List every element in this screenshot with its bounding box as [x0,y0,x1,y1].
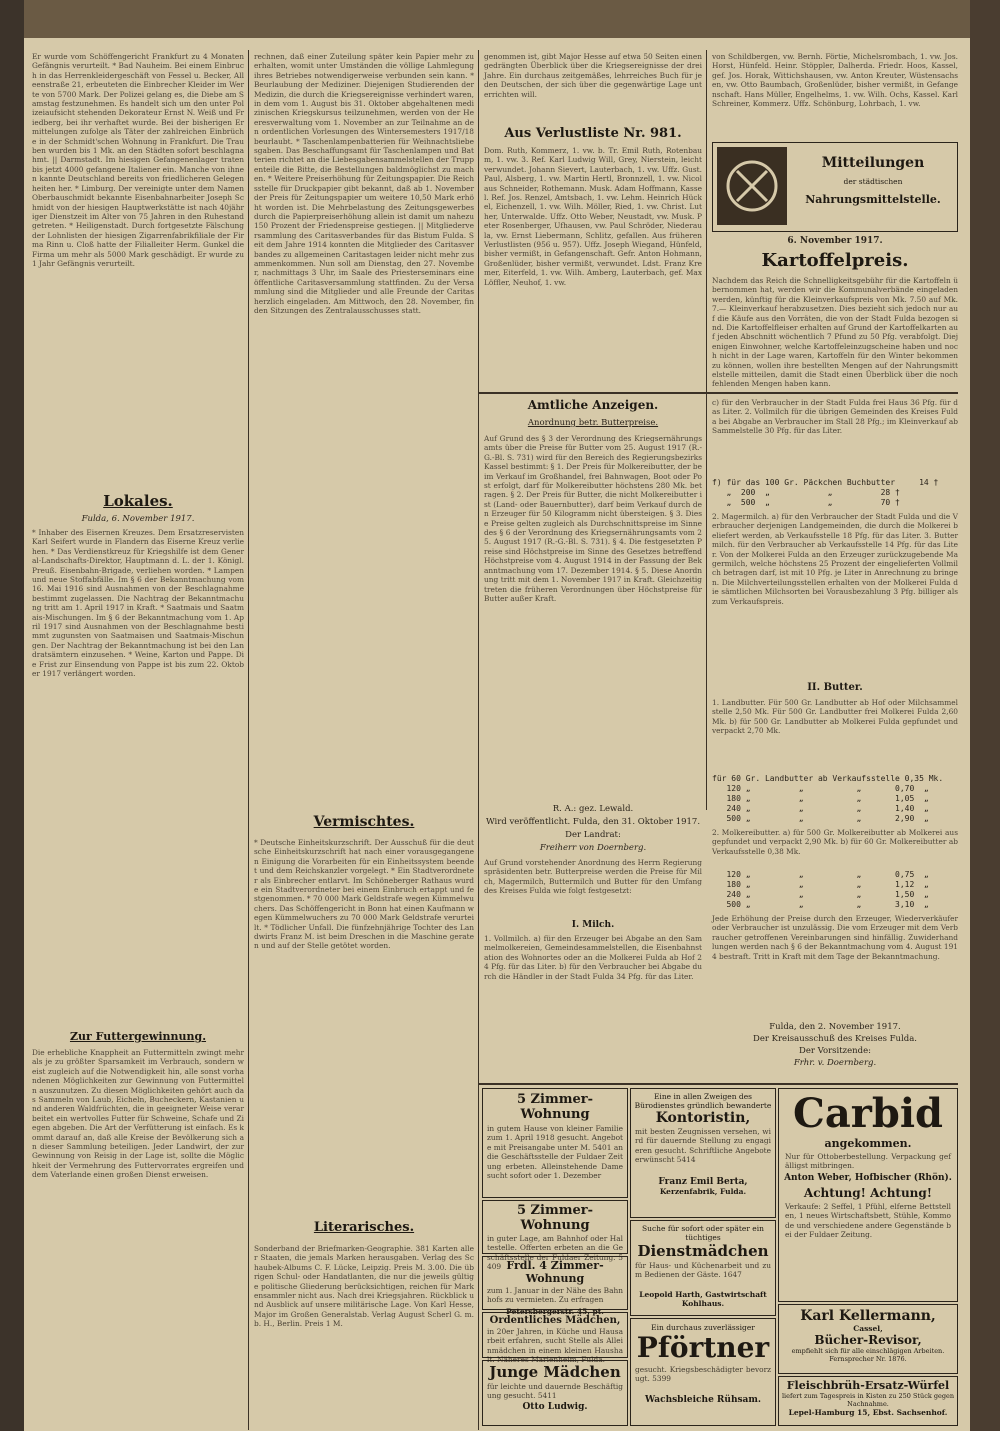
ad9-warning: Achtung! Achtung! [803,1186,933,1200]
lokales-heading: Lokales. [103,492,173,510]
ad7-title: Dienstmädchen [637,1242,769,1260]
section-rule-ads [478,1083,958,1085]
landbutter-price-list: für 60 Gr. Landbutter ab Verkaufsstelle 0,35 Mk. 120 „ „ „ 0,70 „ 180 „ „ „ 1,05 „ 240 „ „ „ 1,40 „ 500 „ „ „ 2,90 „ [712,774,944,823]
ad11-title: Fleischbrüh-Ersatz-Würfel [786,1379,950,1392]
ad-ordentliches-maedchen [482,1312,628,1365]
ad9-title: Carbid [793,1090,943,1137]
ad3-text: zum 1. Januar in der Nähe des Bahnhofs zu vermieten. Zu erfragen [487,1286,624,1305]
ad-kontoristin [630,1088,776,1218]
ad10-place: Cassel, [853,1324,883,1333]
ad8-name: Wachsbleiche Rühsam. [644,1395,762,1405]
milch-text: 1. Vollmilch. a) für den Erzeuger bei Abgabe an den Sammelmolkereien, Gemeindesammelstellen, die Eisenbahnstation des Wohnortes oder an die Molkerei Fulda ab Hof 24 Pfg. für das Liter. b) für den Verbraucher bei Abgabe durch die Händler in der Stadt Fulda 34 Pfg. für das Liter. [484,934,702,981]
lokales-text: * Inhaber des Eisernen Kreuzes. Dem Ersatzreservisten Karl Seifert wurde in Flandern das Eiserne Kreuz verliehen. * Das Verdienstkreuz für Kriegshilfe ist dem General-Landschafts-Direktor, Hauptmann d. L. der 1. Königl. Preuß. Eisenbahn-Brigade, verliehen worden. * Lampen und neue Stoffabfälle. Im § 6 der Bekanntmachung vom 16. Mai 1916 sind Ausnahmen von der Beschlagnahme bestimmt zugelassen. Die Nachtrag der Bekanntmachung tritt am 1. April 1917 in Kraft. * Saatmais und Saatmais-Mischungen. Im § 6 der Bekanntmachung vom 1. April 1917 sind Ausnahmen von der Beschlagnahme bestimmt zugunsten von Saatmaisen und Saatmais-Mischungen. Der Nachtrag der Bekanntmachung ist bei den Landratsämtern einzusehen. * Weine, Karton und Pappe. Die Frist zur Einsendung von Pappe ist bis zum 22. Oktober 1917 verlängert worden. [32,528,244,679]
kartoffelpreis-text: Nachdem das Reich die Schnelligkeitsgebühr für die Kartoffeln übernommen hat, werden wir die Kommunalverbände eingeladen werden, künftig für die Kleinverkaufspreis von Mk. 7.50 auf Mk. 7.— Kleinverkauf herabzusetzen. Dies bezieht sich jedoch nur auf die Käufe aus den Vorräten, die von der Stadt Fulda bezogen sind. Die Kartoffelfleiser erhalten auf Grund der Kartoffelkarten auf jeden Abschnitt wöchentlich 7 Pfund zu 50 Pfg. verabfolgt. Diejenigen Einwohner, welche Kartoffeleinzugscheine haben und noch nicht in der Lage waren, Kartoffeln für den Winter bekommen zu können, wollen ihre bestellten Mengen auf der Nahrungsmittelstelle mitteilen, damit die Stadt einen Überblick über die noch fehlenden Mengen haben kann. [712,276,958,389]
ad8-text: gesucht. Kriegsbeschädigter bevorzugt. 5399 [635,1365,771,1384]
mitteilungen-title: Mitteilungen [821,155,925,171]
col1-news-text: Er wurde vom Schöffengericht Frankfurt zu 4 Monaten Gefängnis verurteilt. * Bad Nauheim. Bei einem Einbruch in das Herrenkleidergeschäft von Fessel u. Becker, Alleenstraße 21, erbeuteten die Einbrecher Kleider im Werte von 5700 Mark. Der Polizei gelang es, die Diebe am Samstag festzunehmen. Es handelt sich um den unter Polizeiaufsicht stehenden Dekorateur Ernst N. Weiß und Friedberg, bei ihr verhaftet wurde. Bei der bisherigen Ermittelungen zufolge als Täter der zahlreichen Einbrüche in der Schmidt'schen Wohnung in Frankfurt. Die Trauben wurden bis 1 Mk. an den Städten sofort beschlagnahmt. || Darmstadt. Im hiesigen Gefangenenlager traten bis jetzt 4000 gefangene Italiener ein. Manche von ihnen kannte Deutschland bereits von friedlicheren Gelegenheiten her. * Limburg. Der vereinigte unter dem Namen Oberbauschmidt bekannte Eisenbahnarbeiter Joseph Schmidt von der hiesigen Hauptwerkstätte ist nach 40jähriger Dienstzeit im Alter von 75 Jahren in den Ruhestand getreten. * Heiligenstadt. Durch fortgesetzte Fälschung der Lohnlisten der hiesigen Zigarrenfabrikfiliale der Firma Rinn u. Cloß hatte der Filialleiter Herm. Gunkel die Firma um mehr als 5000 Mark geschädigt. Er wurde zu 1 Jahr Gefängnis verurteilt. [32,52,244,268]
kreisausschuss-name: Frhr. v. Doernberg. [793,1058,877,1068]
verlustliste-text: Dom. Ruth, Kommerz, 1. vw. b. Tr. Emil Ruth, Rotenbaum, 1. vw. 3. Ref. Karl Ludwig Will, Grey, Nierstein, leicht verwundet. Johann Sievert, Lauterbach, 1. vw. Uffz. Gust. Paul, Alsberg, 1. vw. Martin Hertl, Bronnzell, 1. vw. Nicolaus Schneider, Rothemann. Musk. Adam Hoffmann, Kassel. Ref. Jos. Renzel, Amtsbach, 1. vw. Lehm. Heinrich Hückel, Eichenzell, 1. vw. Wilh. Möller, Ried, 1. vw. Christ. Luther, Unterwalde. Uffz. Otto Weber, Neustadt, vw. Musk. Peter Rosenberger, Ufhausen, vw. Paul Schröder, Niederaula, vw. Ernst Liebermann, Schlitz, gefallen. Aus früheren Verlustlisten (956 u. 957). Uffz. Joseph Wiegand, Hünfeld, bisher vermißt, in Gefangenschaft. Gefr. Anton Hohmann, Großenlüder, bisher vermißt, verwundet. Ldst. Franz Kremer, Eiterfeld, 1. vw. Wilh. Amberg, Lauterbach, gef. Max Löffler, Neuhof, 1. vw. [484,146,702,287]
ad3-address: Petersbergerstr. 45, pt. [506,1307,604,1316]
ad-5-zimmer-wohnung-1 [482,1088,628,1198]
left-page-edge [0,0,24,1431]
ad-kellermann [778,1304,958,1374]
butter-heading: II. Butter. [807,682,863,693]
vermischtes-text: * Deutsche Einheitskurzschrift. Der Ausschuß für die deutsche Einheitskurzschrift hat nach einer vorausgegangenen Einigung die Vorarbeiten für ein Einheitssystem beendet und dem Reichskanzler vorgelegt. * Ein Stadtverordneter als Einbrecher entlarvt. Im Schöneberger Rathaus wurde ein Stadtverordneter bei einem Einbruch ertappt und festgenommen. * 70 000 Mark Geldstrafe wegen Kümmelwuchers. Das Schöffengericht in Bonn hat einen Kaufmann wegen Kümmelwuchers zu 70 000 Mark Geldstrafe verurteilt. * Tödlicher Unfall. Die fünfzehnjährige Tochter des Landwirts Franz M. ist beim Dreschen in die Maschine geraten und auf der Stelle getötet worden. [254,838,474,951]
buchbutter-price-list: f) für das 100 Gr. Päckchen Buchbutter 14 † „ 200 „ „ 28 † „ 500 „ „ 70 † [712,478,939,507]
kreisausschuss-place: Fulda, den 2. November 1917. [769,1022,901,1032]
mitteilungen-title2: Nahrungsmittelstelle. [805,193,941,206]
ornamental-crest-icon [717,147,787,225]
ad7-top: Suche für sofort oder später ein tüchtiges [642,1224,764,1242]
ad7-text: für Haus- und Küchenarbeit und zum Bedienen der Gäste. 1647 [635,1261,771,1280]
amtliche-anzeigen-heading: Amtliche Anzeigen. [527,398,659,412]
ad9-subtitle: angekommen. [824,1137,912,1150]
milch-continued-text: c) für den Verbraucher in der Stadt Fulda frei Haus 36 Pfg. für das Liter. 2. Vollmilch für die übrigen Gemeinden des Kreises Fulda bei Abgabe an Verbraucher im Stall 28 Pfg.; im Kleinverkauf ab Sammelstelle 30 Pfg. für das Liter. [712,398,958,436]
ad9-name: Anton Weber, Hofbischer (Rhön). [784,1173,952,1183]
futtergewinnung-text: Die erhebliche Knappheit an Futtermitteln zwingt mehr als je zu größter Sparsamkeit im Verbrauch, sondern weist zugleich auf die Notwendigkeit hin, alle sonst vorhandenen Möglichkeiten zur Gewinnung von Futtermitteln auszunutzen. Zu diesen Möglichkeiten gehört auch das Sammeln von Laub, Eicheln, Bucheckern, Kastanien und anderen Waldfrüchten, die in geeigneter Weise verarbeitet ein wertvolles Futter für Schweine, Schafe und Ziegen abgeben. Die Art der Verfütterung ist einfach. Es kommt darauf an, daß alle Kreise der Bevölkerung sich an dieser Sammlung beteiligen. Jeder Landwirt, der zur Gewinnung von Reisig in der Lage ist, sollte die Möglichkeit der Vermehrung des Futtervorrates ergreifen und dem Vaterlande einen großen Dienst erweisen. [32,1048,244,1180]
kreisausschuss-role: Der Vorsitzende: [799,1046,871,1056]
molkereibutter-price-list: 120 „ „ „ 0,75 „ 180 „ „ „ 1,12 „ 240 „ „ „ 1,50 „ 500 „ „ „ 3,10 „ [726,870,929,909]
ad5-title: Junge Mädchen [489,1363,621,1381]
ad6-title: Kontoristin, [655,1110,751,1126]
ad10-role: Bücher-Revisor, [814,1333,922,1347]
ad11-text: liefert zum Tagespreis in Kisten zu 250 Stück gegen Nachnahme. [781,1392,955,1408]
ad11-address: Lepel-Hamburg 15, Ebst. Sachsenhof. [788,1408,948,1417]
butterpreise-text: Auf Grund des § 3 der Verordnung des Kriegsernährungsamts über die Preise für Butter vom 25. August 1917 (R.-G.-Bl. S. 731) wird für den Bereich des Regierungsbezirks Kassel bestimmt: § 1. Der Preis für Molkereibutter, der beim Verkauf im Großhandel, frei Bahnwagen, Boot oder Post erfolgt, darf für Molkereibutter höchstens 280 Mk. betragen. § 2. Der Preis für Butter, die nicht Molkereibutter ist (Land- oder Bauernbutter), darf beim Verkauf durch den Erzeuger für 50 Kilogramm nicht übersteigen. § 3. Diese Preise gelten zugleich als Durchschnittspreise im Sinne des § 6 der Verordnung des Kriegsernährungsamts vom 25. August 1917 (R.-G.-Bl. S. 731). § 4. Die festgesetzten Preise sind Höchstpreise im Sinne des Gesetzes betreffend Höchstpreise vom 4. August 1914 in der Fassung der Bekanntmachung vom 17. Dezember 1914. § 5. Diese Anordnung tritt mit dem 1. November 1917 in Kraft. Gleichzeitig treten die früheren Verordnungen über Höchstpreise für Butter außer Kraft. [484,434,702,603]
ad10-text: empfiehlt sich für alle einschlägigen Arbeiten. Fernsprecher Nr. 1876. [791,1347,945,1363]
price-order-closing-text: Jede Erhöhung der Preise durch den Erzeuger, Wiederverkäufer oder Verbraucher ist unzulässig. Die vom Erzeuger mit dem Verbraucher getroffenen Vereinbarungen sind hinfällig. Zuwiderhandlungen werden nach § 6 der Bekanntmachung vom 4. August 1914 bestraft. Tritt in Kraft mit dem Tage der Bekanntmachung. [712,914,958,961]
right-page-edge [970,0,1000,1431]
literarisches-heading: Literarisches. [313,1220,415,1235]
ad2-text: in guter Lage, am Bahnhof oder Haltestelle. Offerten erbeten an die Geschäftsstelle der Fuldaer Zeitung. 5409 [487,1234,623,1272]
ad6-top: Eine in allen Zweigen des Bürodienstes gründlich bewanderte [634,1092,772,1110]
vermischtes-heading: Vermischtes. [313,814,415,830]
magermilch-text: 2. Magermilch. a) für den Verbraucher der Stadt Fulda und die Verbraucher derjenigen Landgemeinden, die durch die Molkerei beliefert werden, ab Verkaufsstelle 18 Pfg. für das Liter. 3. Buttermilch. für den Verbraucher ab Verkaufsstelle 14 Pfg. für das Liter. Von der Molkerei Fulda an den Erzeuger zurückzugebende Magermilch, welche höchstens 25 Prozent der eingelieferten Vollmilch betragen darf, ist mit 10 Pfg. je Liter in Anrechnung zu bringen. Die Milchverteilungsstellen erhalten von der Molkerei Fulda die sämtlichen Milchsorten bei Vorausbezahlung 3 Pfg. billiger als zum Verkaufspreis. [712,512,958,606]
ad-carbid [778,1088,958,1302]
verlustliste-heading: Aus Verlustliste Nr. 981. [504,126,682,141]
ad3-title: Frdl. 4 Zimmer-Wohnung [506,1259,604,1285]
molkereibutter-text: 2. Molkereibutter. a) für 500 Gr. Molkereibutter ab Molkerei ausgepfundet und verpackt 2,90 Mk. b) für 60 Gr. Molkereibutter ab Verkaufsstelle 0,38 Mk. [712,828,958,856]
landrat-title: Der Landrat: [565,830,621,840]
milch-heading: I. Milch. [571,920,615,930]
ad-dienstmaedchen [630,1220,776,1316]
ad4-text: in 20er Jahren, in Küche und Hausarbeit erfahren, sucht Stelle als Alleinmädchen in einem kleinen Haushalt. Näheres Marienheim, Fulda. [487,1327,623,1365]
ad4-title: Ordentliches Mädchen, [489,1315,621,1326]
ad8-top: Ein durchaus zuverlässiger [651,1323,755,1332]
ad-junge-maedchen [482,1360,628,1426]
col3-top-text: genommen ist, gibt Major Hesse auf etwa 50 Seiten einen gedrängten Überblick über die Kriegsereignisse der drei Jahre. Ein durchaus zeitgemäßes, lehrreiches Buch für jeden Deutschen, der sich über die gegenwärtige Lage unterrichten will. [484,52,702,99]
column-rule-1 [248,50,249,1430]
col2-news-text: rechnen, daß einer Zuteilung später kein Papier mehr zu erhalten, womit unter Umständen die völlige Lahmlegung ihres Betriebes notwendigerweise verbunden sein kann. * Beurlaubung der Mediziner. Diejenigen Studierenden der Medizin, die durch die Kriegsereignisse verhindert waren, in dem vom 1. August bis 31. Oktober abgehaltenen medizinischen Kriegskursus teilzunehmen, werden von der Heeresverwaltung vom 1. November an zur Teilnahme an den ordentlichen Vorlesungen des Wintersemesters 1917/18 beurlaubt. * Taschenlampenbatterien für Weihnachtsliebesgaben. Das Beschaffungsamt für Taschenlampen und Batterien richtet an die Liebesgabensammelstellen der Truppenteile die Bitte, die Bestellungen baldmöglichst zu machen. * Weitere Preiserhöhung für Zeitungspapier. Die Reichsstelle für Druckpapier gibt bekannt, daß ab 1. November der Preis für Zeitungspapier um weitere 10,50 Mark erhöht worden ist. Die Mehrbelastung des Zeitungsgewerbes durch die Papierpreiserhöhung allein ist damit um nahezu 150 Prozent der Friedenspreise gestiegen. || Mitgliederversammlung des Caritasverbandes für das Bistum Fulda. Seit dem Jahre 1914 konnten die Mitglieder des Caritasverbandes zu allgemeinen Caritastagen leider nicht mehr zusammenkommen. Nun soll am Dienstag, den 27. November, nachmittags 3 Uhr, im Saale des Priesterseminars eine öffentliche Caritasversammlung stattfinden. Zu der Versammlung sind die Mitglieder und alle Freunde der Caritas herzlich eingeladen. Am Mittwoch, den 28. November, finden Sitzungen des Zentralausschusses statt. [254,52,474,315]
column-rule-3 [706,50,707,810]
futtergewinnung-heading: Zur Futtergewinnung. [69,1030,207,1043]
kartoffelpreis-heading: Kartoffelpreis. [761,250,909,271]
butterpreise-subheading: Anordnung betr. Butterpreise. [527,418,659,428]
ad1-text: in gutem Hause von kleiner Familie zum 1. April 1918 gesucht. Angebote mit Preisangabe unter M. 5401 an die Geschäftsstelle der Fuldaer Zeitung erbeten. Alleinstehende Dame sucht sofort oder 1. Dezember [487,1124,623,1181]
ad1-title: 5 Zimmer-Wohnung [516,1092,594,1122]
ad2-title: 5 Zimmer-Wohnung [516,1203,594,1233]
ad9-text2: Verkaufe: 2 Seffel, 1 Pfühl, elferne Bettstellen, 1 neues Wirtschaftsbett, Stühle, Kommode und verschiedene andere Gegenstände bei der Fuldaer Zeitung. [785,1202,951,1240]
kreisausschuss-org: Der Kreisausschuß des Kreises Fulda. [753,1034,917,1044]
ad5-name: Otto Ludwig. [522,1402,588,1412]
ad6-address: Kerzenfabrik, Fulda. [659,1187,747,1196]
mitteilungen-date: 6. November 1917. [787,236,883,246]
landrat-name: Freiherr von Doernberg. [539,843,647,853]
ad8-title: Pförtner [636,1331,770,1364]
ad-4-zimmer-wohnung [482,1256,628,1316]
ad7-name: Leopold Harth, Gastwirtschaft Kohlhaus. [639,1290,767,1308]
mitteilungen-subtitle: der städtischen [843,177,903,186]
section-rule-amtliche [478,392,958,394]
col4-top-text: von Schildbergen, vw. Bernh. Förtie, Michelsrombach, 1. vw. Jos. Horst, Hünfeld. Heinr. Stöppler, Dalherda. Friedr. Hoos, Kassel, gef. Jos. Horak, Wittichshausen, vw. Anton Kreuter, Wüstensachsen, vw. Otto Baumbach, Großenlüder, bisher vermißt, in Gefangenschaft. Hans Müller, Engelhelms, 1. vw. Wilh. Ochs, Kassel. Karl Schreiner, Kommerz. Uffz. Schönburg, Lohrbach, 1. vw. [712,52,958,109]
mitteilungen-box [712,142,958,232]
ad9-text: Nur für Ottoberbestellung. Verpackung gefälligst mitbringen. [785,1152,951,1171]
landbutter-text: 1. Landbutter. Für 500 Gr. Landbutter ab Hof oder Milchsammelstelle 2,50 Mk. Für 500 Gr. Landbutter frei Molkerei Fulda 2,60 Mk. b) für 500 Gr. Landbutter ab Molkerei Fulda gepfundet und verpackt 2,70 Mk. [712,698,958,736]
ad-pfoertner [630,1318,776,1426]
milch-intro-text: Auf Grund vorstehender Anordnung des Herrn Regierungspräsidenten betr. Butterpreise werden die Preise für Milch, Magermilch, Buttermilch und Butter für den Umfang des Kreises Fulda wie folgt festgesetzt: [484,858,702,896]
ad-fleischbrueh-wuerfel [778,1376,958,1426]
signature-lewald: R. A.: gez. Lewald. [552,804,634,814]
ad5-text: für leichte und dauernde Beschäftigung gesucht. 5411 [487,1382,623,1401]
publication-place-date: Wird veröffentlicht. Fulda, den 31. Oktober 1917. [485,817,701,827]
ad10-title: Karl Kellermann, [800,1308,936,1324]
ad6-text: mit besten Zeugnissen versehen, wird für dauernde Stellung zu engagieren gesucht. Schriftliche Angebote erwünscht 5414 [635,1127,771,1165]
ad6-name: Franz Emil Berta, [658,1177,748,1187]
column-rule-2 [478,50,479,1430]
lokales-date: Fulda, 6. November 1917. [81,514,195,524]
literarisches-text: Sonderband der Briefmarken-Geographie. 381 Karten aller Staaten, die jemals Marken herausgaben. Verlag des Schaubek-Albums C. F. Lücke, Leipzig. Preis M. 3.00. Die übrigen Schul- oder Handatlanten, die nur die jeweils gültige politische Gliederung berücksichtigen, reichen für Markensammler nicht aus. Nach drei Kriegsjahren. Rückblick und Ausblick auf unsere militärische Lage. Von Karl Hesse, Major im Großen Generalstab. Verlag August Scherl G. m. b. H., Berlin. Preis 1 M. [254,1244,474,1329]
